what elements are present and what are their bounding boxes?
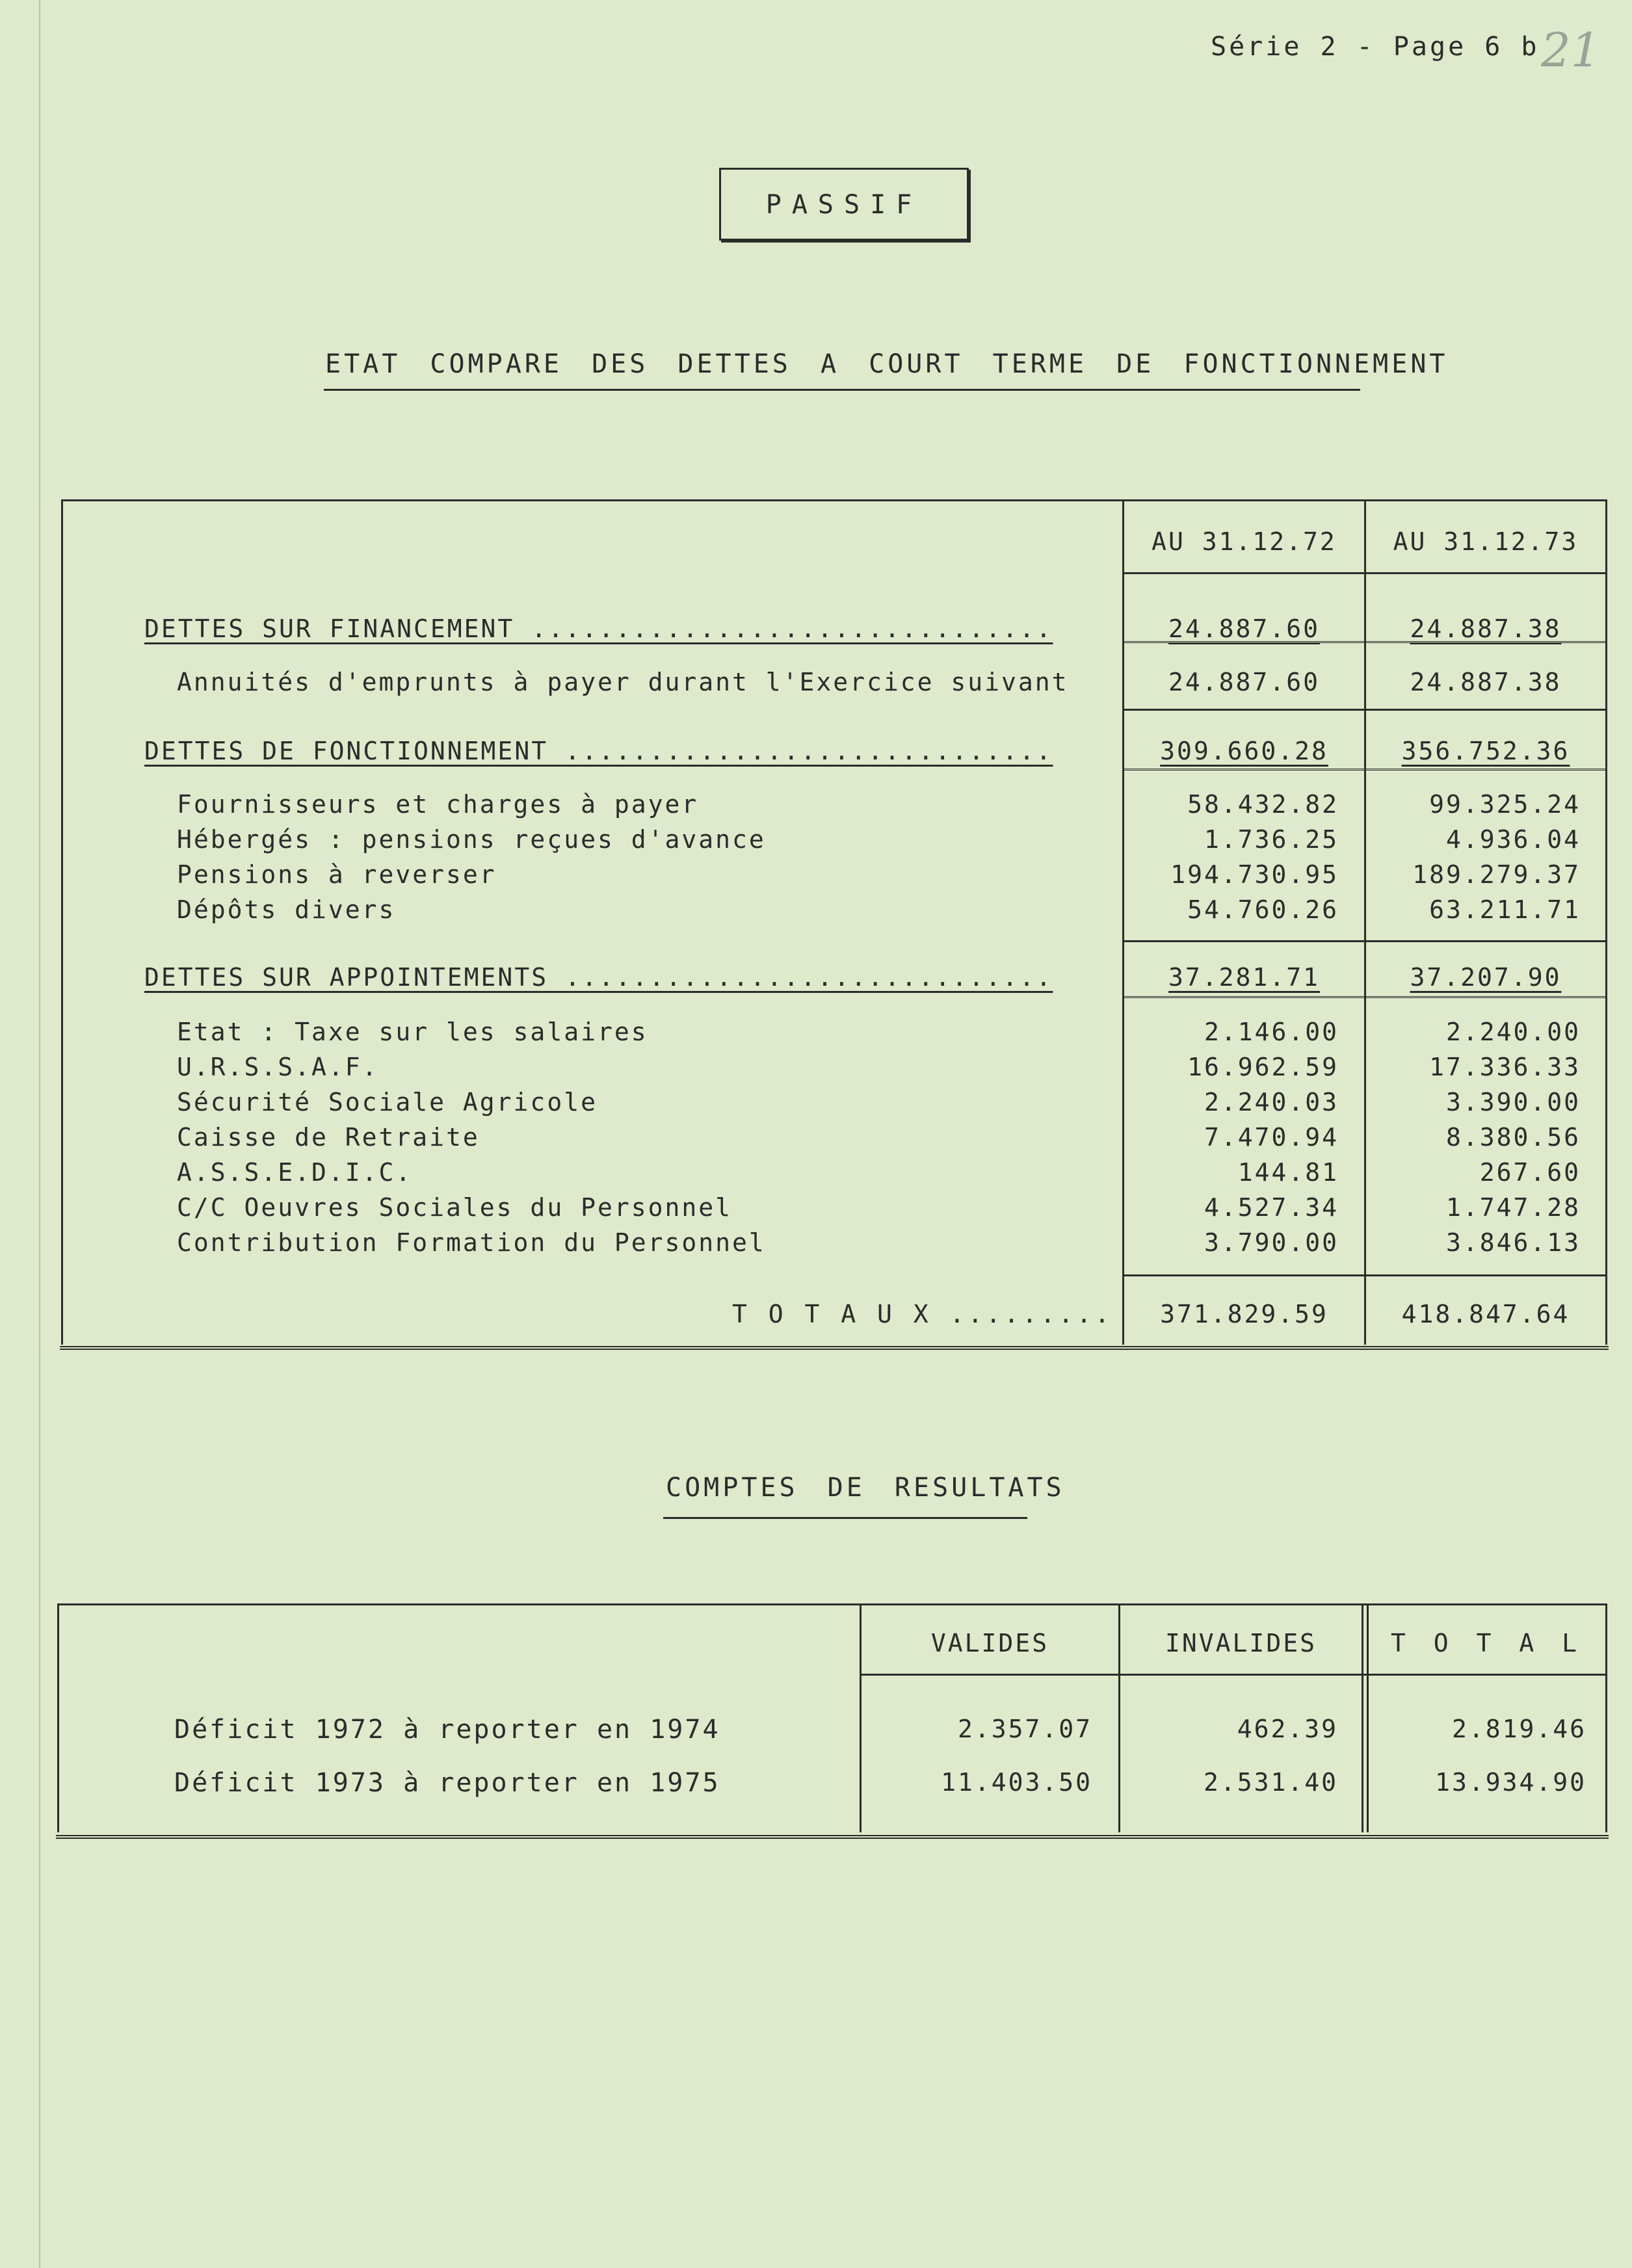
row-securite-sociale-label: Sécurité Sociale Agricole <box>177 1088 598 1116</box>
row-etat-taxe-1972: 2.146.00 <box>1204 1018 1339 1046</box>
row-contribution-formation-label: Contribution Formation du Personnel <box>177 1228 766 1257</box>
col-header-invalides: INVALIDES <box>1165 1629 1317 1657</box>
deficit-1972-valides: 2.357.07 <box>957 1715 1092 1743</box>
deficit-1973-invalides: 2.531.40 <box>1203 1768 1338 1797</box>
totals-1973: 418.847.64 <box>1401 1300 1570 1328</box>
handwritten-page-number: 21 <box>1541 23 1601 77</box>
table1-title: ETAT COMPARE DES DETTES A COURT TERME DE FONCTIONNEMENT <box>325 349 1449 379</box>
row-dettes-appointements-1972: 37.281.71 <box>1168 963 1320 992</box>
row-caisse-retraite-1972: 7.470.94 <box>1204 1123 1339 1152</box>
row-fournisseurs-1972: 58.432.82 <box>1187 790 1339 819</box>
row-annuites-1972: 24.887.60 <box>1168 668 1320 696</box>
row-dettes-financement-1973: 24.887.38 <box>1410 614 1562 643</box>
row-pensions-label: Pensions à reverser <box>177 860 497 889</box>
results-table <box>57 1603 1607 1832</box>
page-edge <box>39 0 40 2268</box>
row-heberges-1973: 4.936.04 <box>1445 825 1581 854</box>
col-header-1973: AU 31.12.73 <box>1393 527 1579 556</box>
row-dettes-fonctionnement-1972: 309.660.28 <box>1160 737 1328 765</box>
row-pensions-1972: 194.730.95 <box>1170 860 1339 889</box>
row-dettes-financement-1972: 24.887.60 <box>1168 614 1320 643</box>
row-heberges-label: Hébergés : pensions reçues d'avance <box>177 825 766 854</box>
deficit-1973-total: 13.934.90 <box>1435 1768 1586 1797</box>
row-annuites-label: Annuités d'emprunts à payer durant l'Exercice suivant <box>177 668 1069 696</box>
deficit-1972-total: 2.819.46 <box>1451 1715 1586 1743</box>
row-oeuvres-sociales-1973: 1.747.28 <box>1445 1193 1581 1222</box>
passif-box <box>719 168 969 241</box>
col-header-valides: VALIDES <box>930 1629 1049 1657</box>
row-etat-taxe-1973: 2.240.00 <box>1445 1018 1581 1046</box>
table2-title: COMPTES DE RESULTATS <box>666 1473 1065 1503</box>
row-assedic-1973: 267.60 <box>1479 1158 1581 1187</box>
table1-bottom-rule <box>60 1346 1609 1350</box>
debts-table <box>61 499 1607 1345</box>
row-contribution-formation-1972: 3.790.00 <box>1204 1228 1339 1257</box>
table1-title-underline <box>324 389 1360 391</box>
deficit-1973-valides: 11.403.50 <box>941 1768 1092 1797</box>
row-urssaf-label: U.R.S.S.A.F. <box>177 1053 379 1081</box>
row-dettes-fonctionnement-label: DETTES DE FONCTIONNEMENT ............................. <box>144 737 1053 765</box>
deficit-1972-invalides: 462.39 <box>1237 1715 1338 1743</box>
deficit-1972-label: Déficit 1972 à reporter en 1974 <box>174 1715 720 1745</box>
row-fournisseurs-1973: 99.325.24 <box>1429 790 1581 819</box>
row-depots-label: Dépôts divers <box>177 895 396 924</box>
row-assedic-1972: 144.81 <box>1237 1158 1339 1187</box>
row-caisse-retraite-label: Caisse de Retraite <box>177 1123 480 1152</box>
totals-label: T O T A U X ......... <box>732 1300 1113 1328</box>
row-securite-sociale-1972: 2.240.03 <box>1204 1088 1339 1116</box>
table2-bottom-rule <box>56 1835 1609 1839</box>
row-oeuvres-sociales-1972: 4.527.34 <box>1204 1193 1339 1222</box>
row-heberges-1972: 1.736.25 <box>1204 825 1339 854</box>
row-caisse-retraite-1973: 8.380.56 <box>1445 1123 1581 1152</box>
row-dettes-appointements-1973: 37.207.90 <box>1410 963 1562 992</box>
row-depots-1973: 63.211.71 <box>1429 895 1581 924</box>
deficit-1973-label: Déficit 1973 à reporter en 1975 <box>174 1768 720 1798</box>
row-dettes-fonctionnement-1973: 356.752.36 <box>1401 737 1570 765</box>
row-etat-taxe-label: Etat : Taxe sur les salaires <box>177 1018 648 1046</box>
row-oeuvres-sociales-label: C/C Oeuvres Sociales du Personnel <box>177 1193 732 1222</box>
row-dettes-financement-label: DETTES SUR FINANCEMENT ............................... <box>144 614 1053 643</box>
row-depots-1972: 54.760.26 <box>1187 895 1339 924</box>
section-title: PASSIF <box>765 190 923 220</box>
row-fournisseurs-label: Fournisseurs et charges à payer <box>177 790 699 819</box>
row-urssaf-1972: 16.962.59 <box>1187 1053 1339 1081</box>
row-urssaf-1973: 17.336.33 <box>1429 1053 1581 1081</box>
row-dettes-appointements-label: DETTES SUR APPOINTEMENTS ............................. <box>144 963 1053 992</box>
row-pensions-1973: 189.279.37 <box>1412 860 1581 889</box>
row-assedic-label: A.S.S.E.D.I.C. <box>177 1158 413 1187</box>
row-annuites-1973: 24.887.38 <box>1410 668 1562 696</box>
table2-title-underline <box>663 1517 1027 1519</box>
row-securite-sociale-1973: 3.390.00 <box>1445 1088 1581 1116</box>
series-page-label: Série 2 - Page 6 b <box>1211 32 1540 62</box>
totals-1972: 371.829.59 <box>1160 1300 1328 1328</box>
row-contribution-formation-1973: 3.846.13 <box>1445 1228 1581 1257</box>
col-header-total: T O T A L <box>1391 1629 1583 1657</box>
col-header-1972: AU 31.12.72 <box>1152 527 1337 556</box>
